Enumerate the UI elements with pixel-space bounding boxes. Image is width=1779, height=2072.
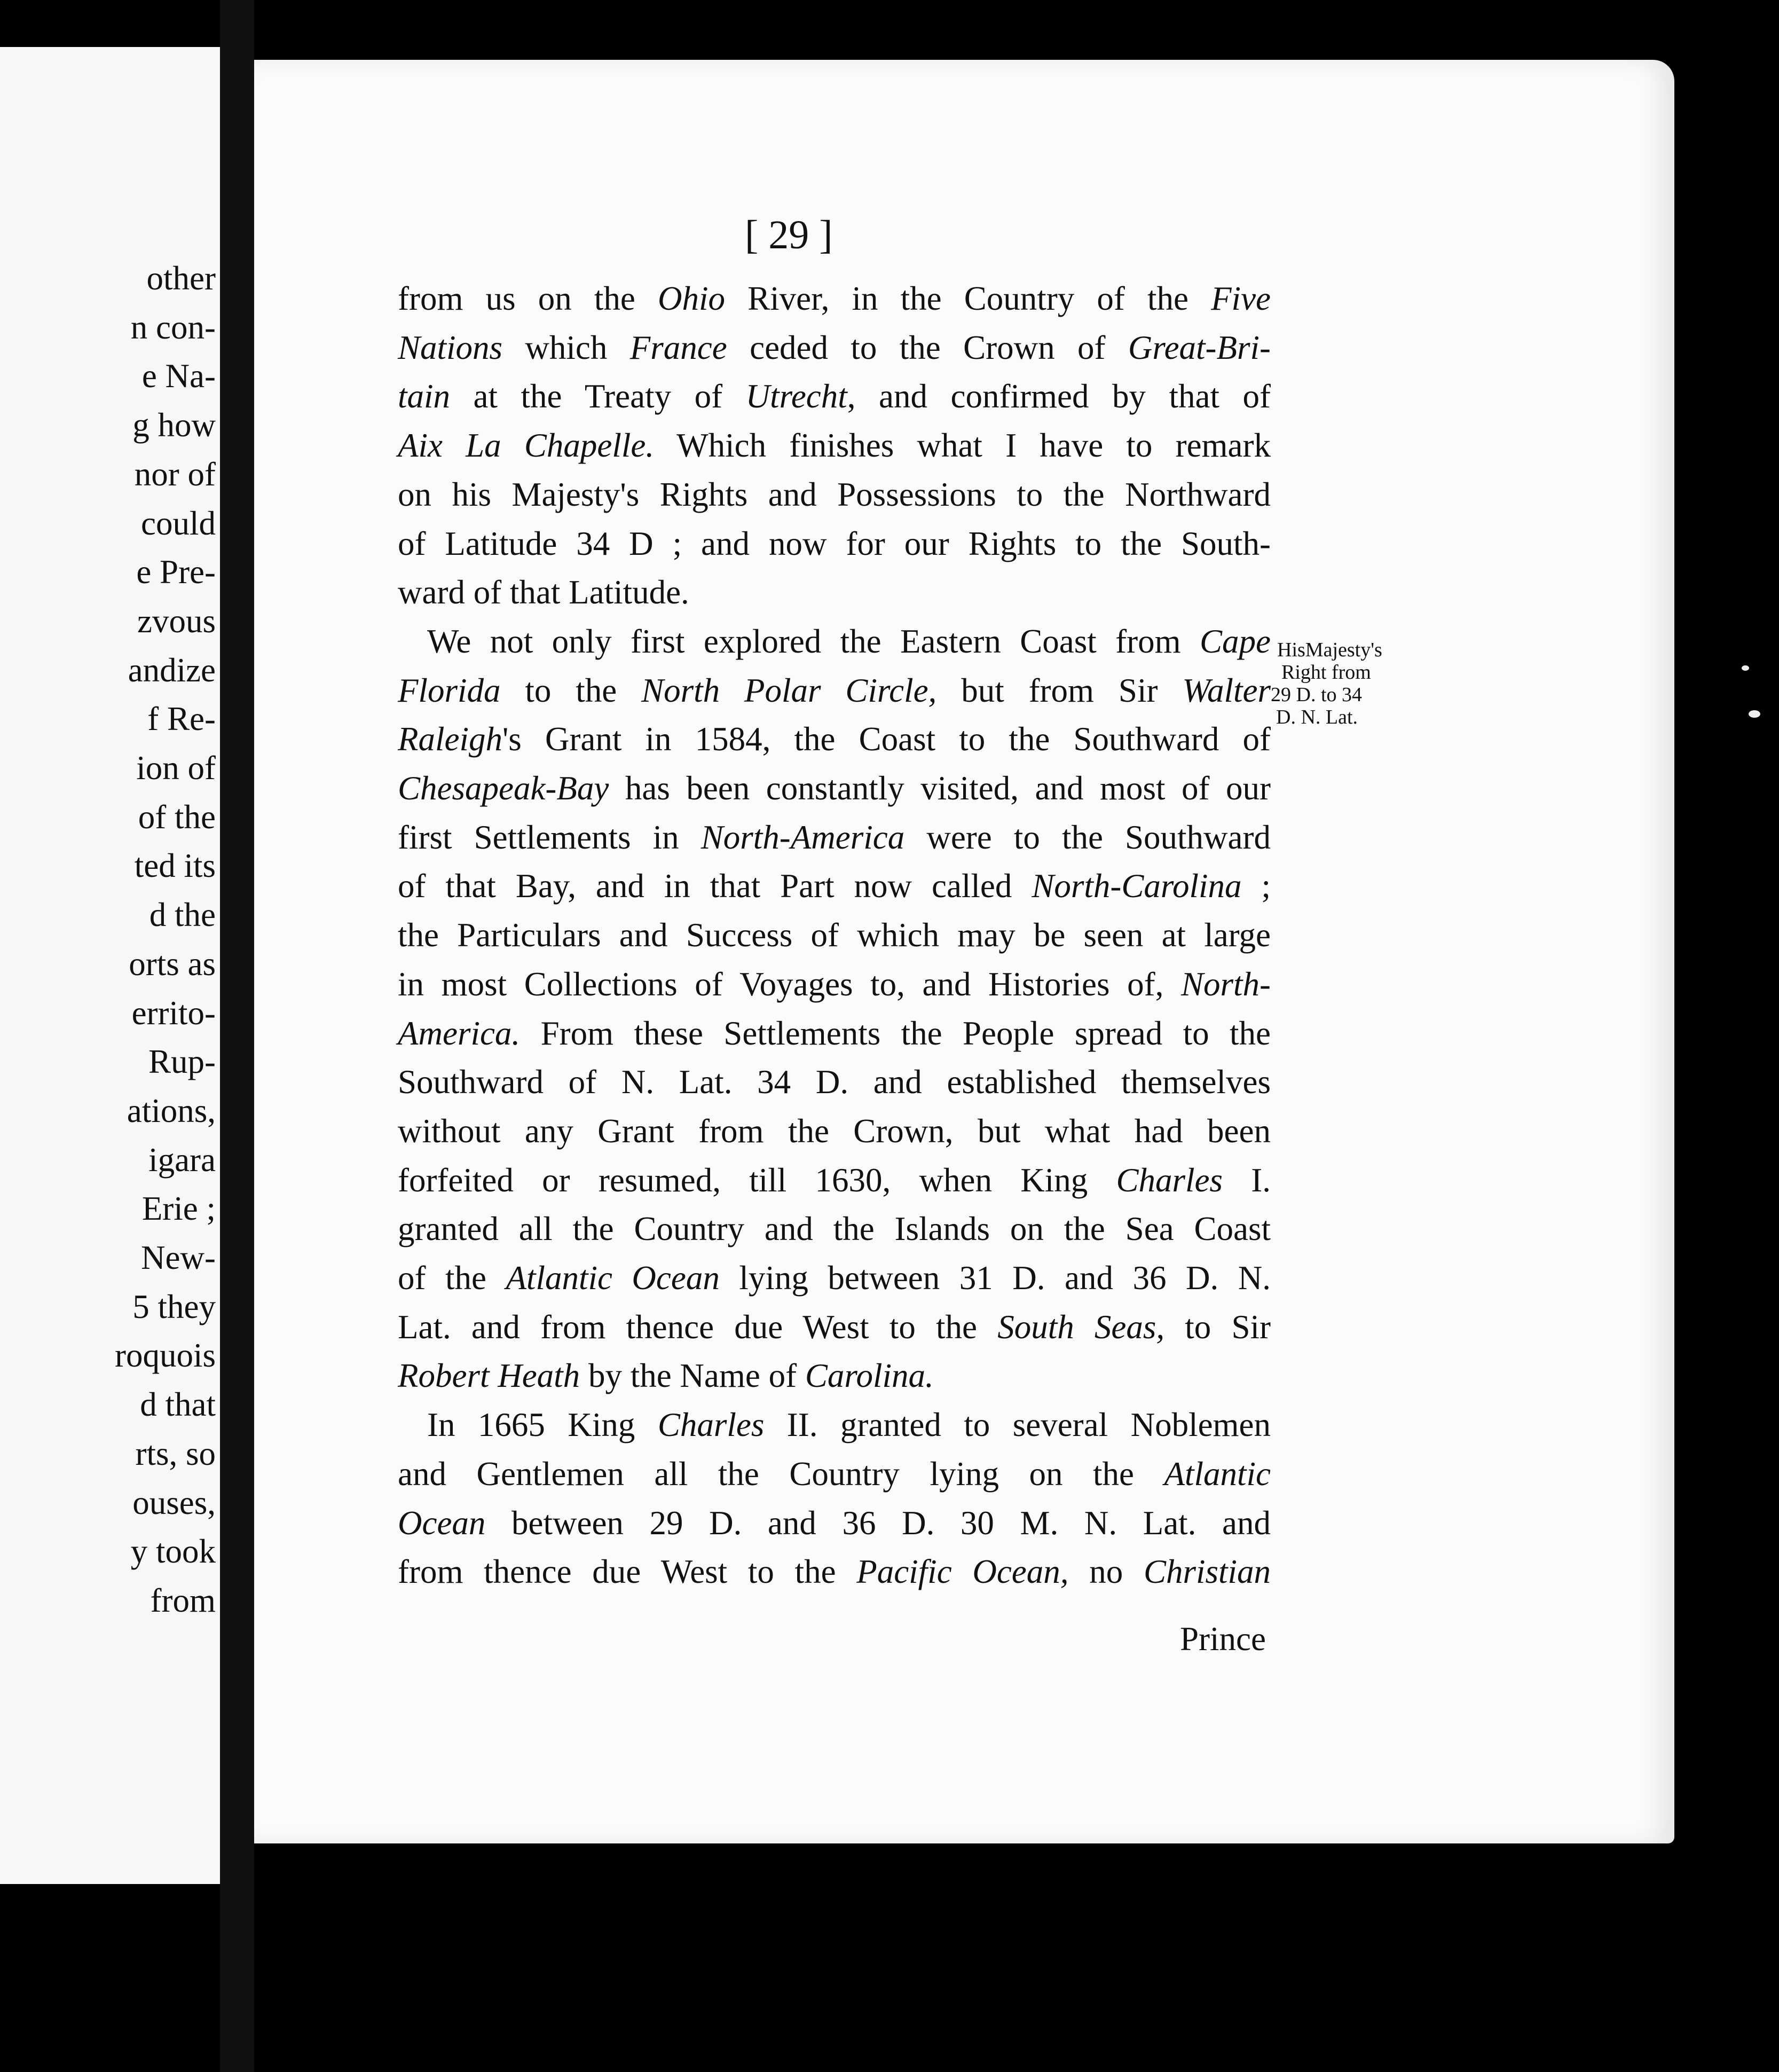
text-run: at the Treaty of (450, 378, 746, 415)
left-page-fragment: Erie ; (141, 1190, 216, 1228)
italic-text: America. (398, 1014, 521, 1052)
text-line (398, 328, 1271, 366)
left-page-fragment: nor of (134, 455, 216, 493)
text-run: In 1665 King (427, 1406, 658, 1444)
text-run: has been constantly visited, and most of our (609, 770, 1271, 807)
text-line (398, 772, 1271, 805)
left-page-fragment: errito- (131, 994, 216, 1032)
text-line (398, 1014, 1271, 1052)
left-page-fragment: ion of (136, 749, 216, 787)
left-page-fragment: rts, so (135, 1434, 216, 1472)
left-page-fragment: g how (132, 406, 216, 444)
left-page-fragment: ouses, (132, 1484, 216, 1521)
text-run: of the (398, 1259, 506, 1297)
text-line (398, 524, 1271, 562)
text-line (398, 965, 1271, 1003)
text-run: of Latitude 34 D ; and now for our Rights to the South- (398, 524, 1271, 562)
page-speck (1749, 710, 1760, 718)
italic-text: North-America (700, 818, 905, 856)
left-page-fragment: New- (141, 1239, 216, 1276)
left-page-fragment: from (150, 1581, 216, 1619)
text-line (398, 1161, 1271, 1199)
italic-text: Charles (1116, 1161, 1223, 1199)
text-line (398, 720, 1271, 758)
italic-text: South Seas, (997, 1308, 1165, 1346)
italic-text: Atlantic Ocean (506, 1259, 720, 1297)
text-run: ; (1241, 867, 1271, 905)
margin-note-line: HisMajesty's (1277, 639, 1382, 661)
italic-text: Christian (1143, 1553, 1271, 1591)
text-run: River, in the Country of the (725, 280, 1211, 317)
left-page-fragment: n con- (130, 308, 216, 346)
left-page-fragment: e Na- (141, 357, 216, 395)
text-run: in most Collections of Voyages to, and Histories of, (398, 965, 1181, 1003)
text-line (398, 576, 689, 609)
text-run: from us on the (398, 280, 658, 317)
italic-text: Pacific Ocean, (856, 1553, 1069, 1591)
italic-text: Robert Heath (398, 1357, 580, 1395)
left-page-fragment: other (146, 260, 216, 297)
left-page-fragment: could (141, 504, 216, 542)
text-run: ceded to the Crown of (727, 328, 1128, 366)
left-page-fragment: orts as (129, 945, 216, 983)
left-page-fragment: igara (148, 1141, 216, 1179)
text-line (398, 427, 1271, 465)
italic-text: Aix La Chapelle. (398, 427, 655, 465)
text-run: between 29 D. and 36 D. 30 M. N. Lat. and (485, 1504, 1271, 1542)
text-line (398, 869, 1271, 903)
catchword: Prince (1180, 1620, 1266, 1658)
text-run: without any Grant from the Crown, but what had been (398, 1112, 1271, 1150)
text-run: I. (1223, 1161, 1271, 1199)
text-run: Which finishes what I have to remark (654, 427, 1271, 465)
text-line (398, 818, 1271, 856)
margin-note-line: 29 D. to 34 (1271, 684, 1362, 706)
text-run: lying between 31 D. and 36 D. N. (719, 1259, 1271, 1297)
left-page-fragment: ations, (127, 1092, 216, 1129)
text-line (398, 1112, 1271, 1150)
text-run: from thence due West to the (398, 1553, 857, 1591)
text-run: Lat. and from thence due West to the (398, 1308, 998, 1346)
italic-text: North- (1180, 965, 1271, 1003)
italic-text: Five (1211, 280, 1271, 317)
italic-text: France (629, 328, 727, 366)
left-page-fragment: d that (140, 1386, 216, 1424)
text-run: which (502, 328, 630, 366)
margin-note-line: Right from (1281, 661, 1371, 684)
left-page (0, 47, 220, 1884)
text-line (398, 475, 1271, 513)
page-number: [ 29 ] (745, 213, 833, 257)
text-run: 's Grant in 1584, the Coast to the Southward of (502, 720, 1271, 758)
left-page-fragment: of the (138, 798, 216, 836)
italic-text: Ocean (398, 1504, 486, 1542)
text-line (398, 1310, 1271, 1344)
text-run: first Settlements in (398, 818, 701, 856)
italic-text: Ohio (658, 280, 725, 317)
text-line (398, 1261, 1271, 1295)
text-run: , and confirmed by that of (847, 378, 1271, 415)
text-run: and Gentlemen all the Country lying on the (398, 1455, 1164, 1493)
text-run: From these Settlements the People spread to the (520, 1014, 1271, 1052)
text-line (398, 282, 1271, 316)
text-run: by the Name of (580, 1357, 805, 1395)
left-page-fragment: d the (149, 896, 216, 934)
italic-text: Florida (398, 671, 501, 709)
left-page-fragment: ted its (134, 847, 216, 885)
italic-text: North-Carolina (1032, 867, 1242, 905)
italic-text: Carolina. (805, 1357, 934, 1395)
italic-text: Charles (657, 1406, 765, 1444)
italic-text: Walter (1182, 671, 1271, 709)
margin-note-line: D. N. Lat. (1276, 706, 1358, 728)
left-page-fragment: Rup- (148, 1043, 216, 1081)
left-page-fragment: zvous (137, 602, 216, 640)
left-page-fragment: y took (130, 1533, 216, 1571)
italic-text: Atlantic (1164, 1455, 1271, 1493)
italic-text: Chesapeak-Bay (398, 770, 609, 807)
text-run: on his Majesty's Rights and Possessions to the Northward (398, 475, 1271, 513)
book-gutter (220, 0, 254, 2072)
left-page-fragment: andize (128, 651, 216, 689)
italic-text: North Polar Circle, (641, 671, 937, 709)
text-run: no (1068, 1553, 1144, 1591)
italic-text: Raleigh (398, 720, 502, 758)
text-line (398, 1555, 1271, 1589)
left-page-fragment: e Pre- (136, 553, 216, 591)
text-line (427, 622, 1271, 660)
text-run: the Particulars and Success of which may be seen at large (398, 916, 1271, 954)
text-line (398, 1065, 1271, 1099)
text-run: to the (500, 671, 642, 709)
italic-text: Utrecht (745, 378, 847, 415)
left-page-fragment: roquois (115, 1337, 216, 1375)
italic-text: Great-Bri- (1128, 328, 1271, 366)
text-run: to Sir (1164, 1308, 1271, 1346)
text-line (398, 671, 1271, 709)
text-run: of that Bay, and in that Part now called (398, 867, 1032, 905)
italic-text: Cape (1200, 622, 1271, 660)
text-line (427, 1408, 1271, 1442)
text-run: ward of that Latitude. (398, 574, 689, 611)
text-run: were to the Southward (904, 818, 1271, 856)
text-run: II. granted to several Noblemen (764, 1406, 1271, 1444)
left-page-fragment: 5 they (132, 1288, 216, 1325)
text-run: forfeited or resumed, till 1630, when King (398, 1161, 1116, 1199)
page-speck (1742, 665, 1749, 671)
text-line (398, 1359, 934, 1393)
text-line (398, 1506, 1271, 1540)
text-run: We not only first explored the Eastern Coast from (427, 622, 1200, 660)
text-run: Southward of N. Lat. 34 D. and established themselves (398, 1063, 1271, 1101)
left-page-fragment: f Re- (147, 700, 216, 738)
text-line (398, 1212, 1271, 1246)
text-run: granted all the Country and the Islands on the Sea Coast (398, 1210, 1271, 1248)
text-line (398, 380, 1271, 413)
text-run: but from Sir (936, 671, 1183, 709)
text-line (398, 1457, 1271, 1491)
text-line (398, 916, 1271, 954)
italic-text: tain (398, 378, 451, 415)
italic-text: Nations (398, 328, 503, 366)
